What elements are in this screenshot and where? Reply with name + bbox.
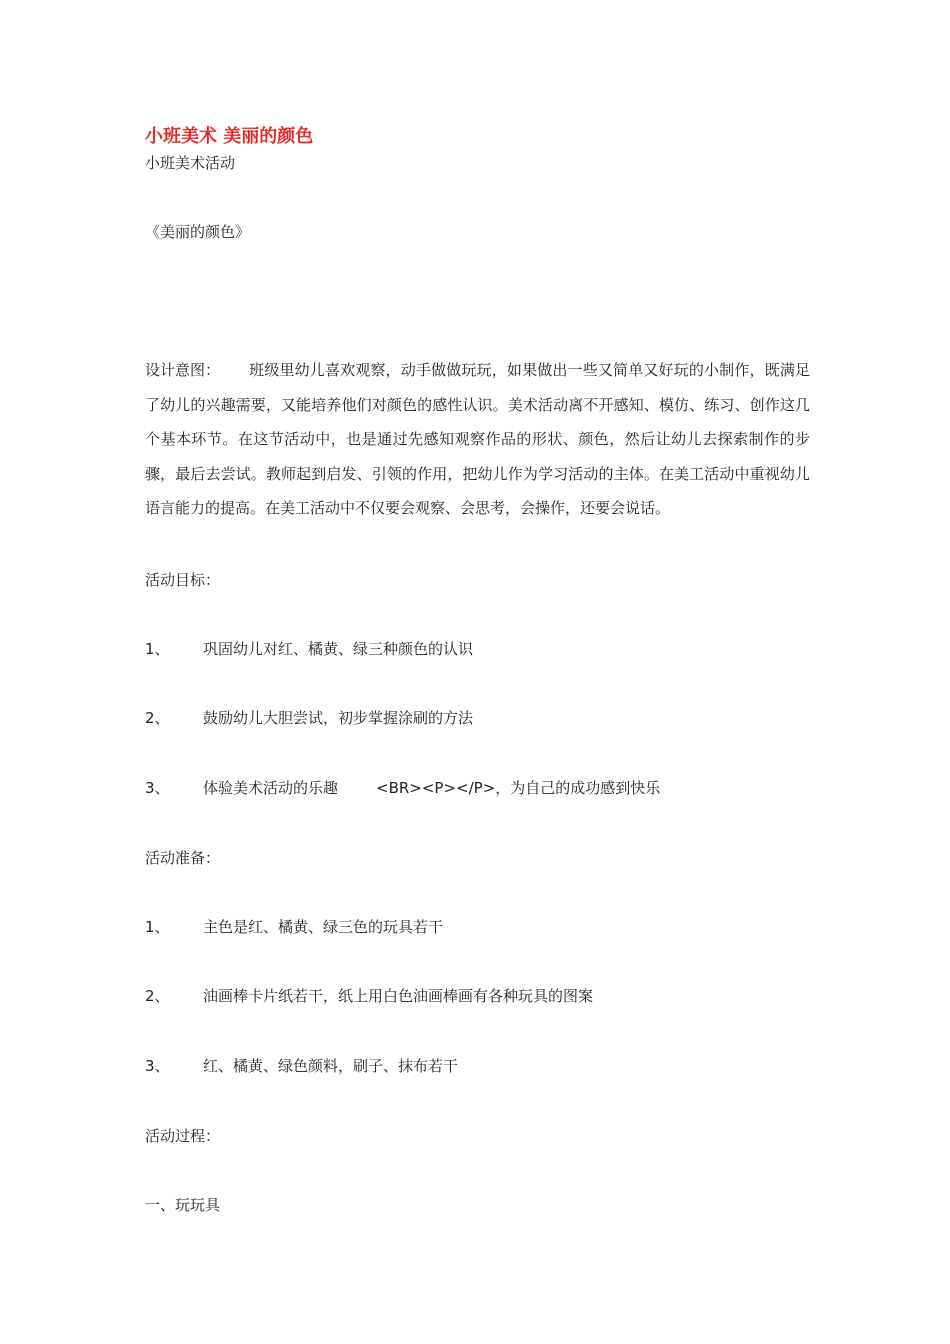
process-step-1: 一、玩玩具 bbox=[145, 1196, 221, 1214]
prep-item-number: 3、 bbox=[145, 1057, 170, 1075]
design-intent-text: 班级里幼儿喜欢观察，动手做做玩玩，如果做出一些又简单又好玩的小制作，既满足了幼儿的兴趣需要，又能培养他们对颜色的感性认识。美术活动离不开感知、模仿、练习、创作这几个基本环节。在这节活动中，也是通过先感知观察作品的形状、颜色，然后让幼儿去探索制作的步骤，最后去尝试。教师起到启发、引领的作用，把幼儿作为学习活动的主体。在美工活动中重视幼儿语言能力的提高。在美工活动中不仅要会观察、会思考，会操作，还要会说话。 bbox=[145, 361, 810, 517]
goal-item-number: 3、 bbox=[145, 779, 170, 797]
prep-item-text: 油画棒卡片纸若干，纸上用白色油画棒画有各种玩具的图案 bbox=[203, 987, 594, 1005]
design-intent-label: 设计意图： bbox=[145, 361, 221, 379]
html-tag-text: <BR><P></P> bbox=[376, 779, 496, 797]
goal-item-number: 2、 bbox=[145, 709, 170, 727]
process-heading: 活动过程： bbox=[145, 1127, 221, 1145]
prep-heading: 活动准备： bbox=[145, 849, 221, 867]
work-title: 《美丽的颜色》 bbox=[145, 223, 251, 241]
prep-item-2 bbox=[145, 986, 593, 1006]
goal-item-text: 巩固幼儿对红、橘黄、绿三种颜色的认识 bbox=[203, 640, 474, 658]
document-subtitle: 小班美术活动 bbox=[145, 154, 236, 172]
document-title: 小班美术 美丽的颜色 bbox=[145, 126, 314, 147]
goal-item-3 bbox=[145, 778, 660, 798]
prep-item-3 bbox=[145, 1056, 458, 1076]
prep-item-text: 主色是红、橘黄、绿三色的玩具若干 bbox=[203, 918, 444, 936]
goal-item-number: 1、 bbox=[145, 640, 170, 658]
prep-item-number: 2、 bbox=[145, 987, 170, 1005]
design-intent-paragraph bbox=[145, 353, 810, 526]
goal-item-1 bbox=[145, 639, 473, 659]
goal-item-2 bbox=[145, 708, 473, 728]
goal-item-text: 鼓励幼儿大胆尝试，初步掌握涂刷的方法 bbox=[203, 709, 474, 727]
goal-item-text: 体验美术活动的乐趣 bbox=[203, 779, 339, 797]
goal-item-tail: ，为自己的成功感到快乐 bbox=[495, 779, 661, 797]
prep-item-text: 红、橘黄、绿色颜料，刷子、抹布若干 bbox=[203, 1057, 459, 1075]
prep-item-1 bbox=[145, 917, 443, 937]
prep-item-number: 1、 bbox=[145, 918, 170, 936]
goals-heading: 活动目标： bbox=[145, 571, 221, 589]
